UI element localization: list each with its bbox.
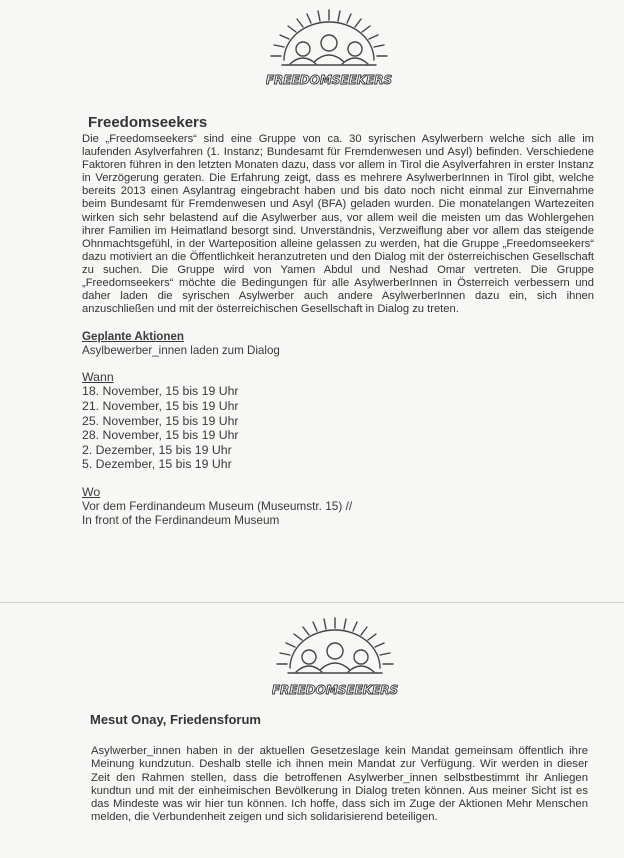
date-item: 21. November, 15 bis 19 Uhr (82, 398, 239, 413)
date-item: 18. November, 15 bis 19 Uhr (82, 384, 239, 399)
freedomseekers-logo-top (266, 8, 392, 94)
logo-text: FREEDOMSEEKERS (272, 683, 398, 697)
freedomseekers-section (82, 114, 594, 527)
where-block (82, 485, 594, 527)
dates-list (82, 384, 594, 472)
freedomseekers-logo-bottom (272, 616, 398, 704)
sunrise-people-icon (266, 8, 392, 94)
section-title: Freedomseekers (88, 114, 208, 131)
where-heading: Wo (82, 484, 101, 499)
when-block (82, 370, 594, 472)
actions-heading: Geplante Aktionen (82, 330, 184, 344)
statement-paragraph: Asylwerber_innen haben in der aktuellen Gesetzeslage kein Mandat gemeinsam öffentlich ihre Meinung kundzutun. Deshalb stelle ich ihnen mein Mandat zur Verfügung. Wir werden in dieser Zeit den Rahmen stellen, dass die betroffenen Asylwerber_innen selbstbestimmt ihr Anliegen kundtun und mit der einheimischen Bevölkerung in Dialog treten können. Aus meiner Sicht ist es das Mindeste was wir hier tun können. Ich hoffe, dass sich im Zuge der Aktionen Mehr Menschen melden, die Verbundenheit zeigen und sich solidarisierend beteiligen. (91, 745, 588, 824)
intro-paragraph: Die „Freedomseekers“ sind eine Gruppe von ca. 30 syrischen Asylwerbern welche sich alle im laufenden Asylverfahren (1. Instanz; Bundesamt für Fremdenwesen und Asyl) befinden. Verschiedene Faktoren führen in den letzten Monaten dazu, dass vor allem in Tirol die Asylverfahren in erster Instanz in Verzögerung geraten. Die Erfahrung zeigt, dass es mehrere AsylwerberInnen in Tirol gibt, welche bereits 2013 einen Asylantrag eingebracht haben und bis dato noch nicht einmal zur Einvernahme beim Bundesamt für Fremdenwesen und Asyl (BFA) geladen wurden. Die monatelangen Wartezeiten wirken sich sehr belastend auf die Asylwerber aus, vor allem weil die meisten um das Wohlergehen ihrer Familien im Heimatland besorgt sind. Unverständnis, Verzweiflung aber vor allem das steigende Ohnmachtsgefühl, in der Warteposition alleine gelassen zu werden, hat die Gruppe „Freedomseekers“ dazu motiviert an die Öffentlichkeit heranzutreten und den Dialog mit der österreichischen Gesellschaft zu suchen. Die Gruppe wird von Yamen Abdul und Neshad Omar vertreten. Die Gruppe „Freedomseekers“ möchte die Bedingungen für alle AsylwerberInnen in Österreich verbessern und daher laden die syrischen Asylwerber auch andere AsylwerberInnen dazu ein, sich ihnen anzuschließen und mit der österreichischen Gesellschaft in Dialog zu treten. (82, 133, 594, 316)
actions-text: Asylbewerber_innen laden zum Dialog (82, 344, 280, 358)
actions-block (82, 330, 594, 358)
date-item: 2. Dezember, 15 bis 19 Uhr (82, 442, 232, 457)
date-item: 28. November, 15 bis 19 Uhr (82, 428, 239, 443)
when-heading: Wann (82, 370, 114, 385)
friedensforum-section (86, 712, 588, 825)
logo-text: FREEDOMSEEKERS (266, 73, 392, 87)
date-item: 25. November, 15 bis 19 Uhr (82, 413, 239, 428)
where-line-2: In front of the Ferdinandeum Museum (82, 512, 280, 527)
sunrise-people-icon (272, 616, 398, 704)
where-line-1: Vor dem Ferdinandeum Museum (Museumstr. 15) // (82, 498, 353, 513)
page-divider (0, 602, 624, 603)
section-title: Mesut Onay, Friedensforum (90, 712, 261, 727)
date-item: 5. Dezember, 15 bis 19 Uhr (82, 457, 232, 472)
